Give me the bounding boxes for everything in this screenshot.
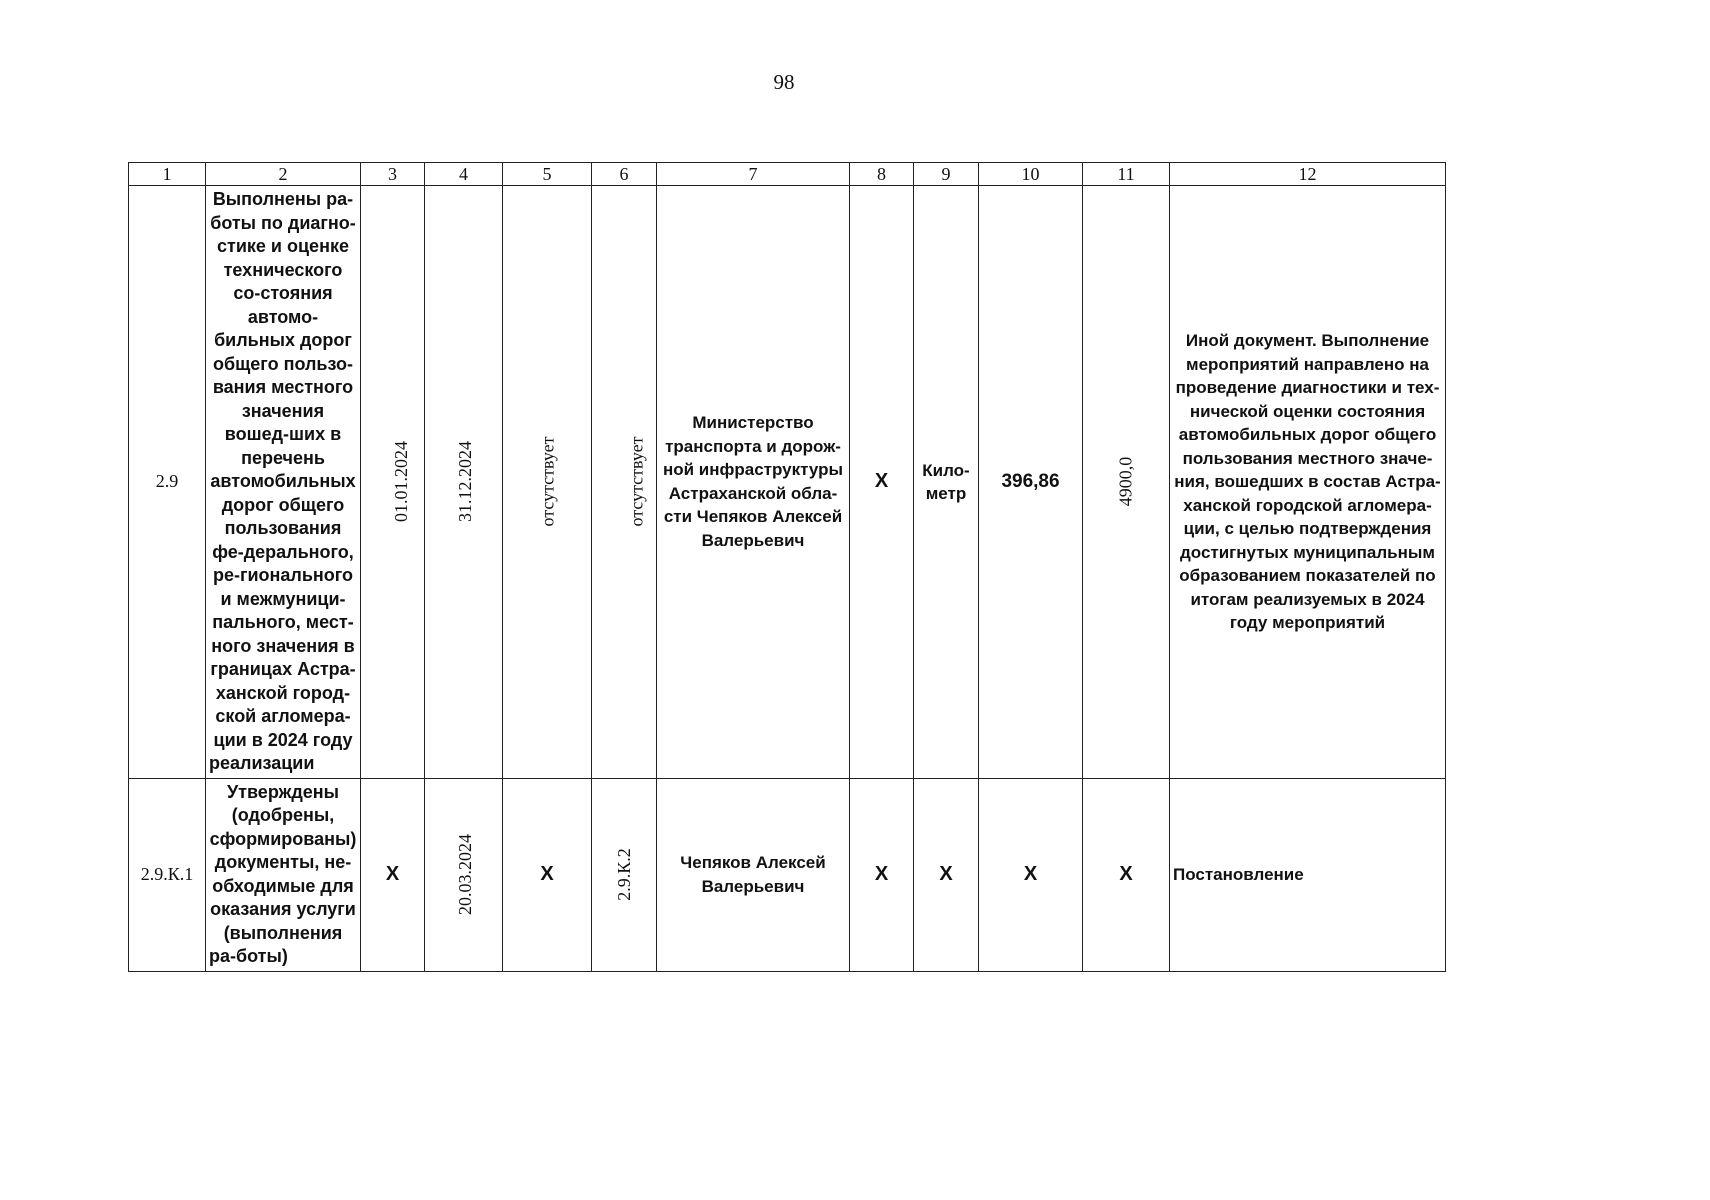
amount: 4900,0 (1115, 457, 1136, 507)
start-date: X (361, 778, 425, 971)
table-row (129, 186, 1446, 779)
amount: X (1083, 778, 1170, 971)
col8-value: X (850, 186, 914, 779)
amount-cell (1083, 186, 1170, 779)
page-number: 98 (773, 70, 795, 94)
start-date-cell (361, 186, 425, 779)
column-header: 8 (850, 163, 914, 186)
col5-value: X (503, 778, 592, 971)
column-header: 2 (206, 163, 361, 186)
item-number: 2.9 (129, 186, 206, 779)
responsible: Министерство транспорта и дорож-ной инфраструктуры Астраханской обла-сти Чепяков Алексей Валерьевич (657, 186, 850, 779)
column-header: 12 (1170, 163, 1446, 186)
column-header: 1 (129, 163, 206, 186)
start-date: 01.01.2024 (391, 441, 411, 523)
col8-value: X (850, 778, 914, 971)
quantity: 396,86 (979, 186, 1083, 779)
col6-cell (592, 186, 657, 779)
header-row (129, 163, 1446, 186)
item-number: 2.9.К.1 (129, 778, 206, 971)
col5-cell (503, 186, 592, 779)
item-description: Выполнены ра-боты по диагно-стике и оценке технического со-стояния автомо-бильных дорог общего пользо-вания местного значения вошед-ших в перечень автомобильных дорог общего пользования фе-дерального, ре-гионального и межмуници-пального, мест-ного значения в границах Астра-ханской город-ской агломера-ции в 2024 году реализации (206, 186, 361, 779)
column-header: 3 (361, 163, 425, 186)
end-date: 31.12.2024 (455, 441, 475, 523)
col6-cell (592, 778, 657, 971)
data-table (128, 162, 1446, 972)
column-header: 9 (914, 163, 979, 186)
col5-value: отсутствует (537, 436, 558, 527)
column-header: 4 (425, 163, 503, 186)
col6-value: отсутствует (626, 436, 647, 527)
responsible: Чепяков Алексей Валерьевич (657, 778, 850, 971)
column-header: 5 (503, 163, 592, 186)
unit: Кило-метр (914, 186, 979, 779)
end-date-cell (425, 778, 503, 971)
document-note: Иной документ. Выполнение мероприятий направлено на проведение диагностики и тех-нической оценки состояния автомобильных дорог общего пользования местного значе-ния, вошедших в состав Астра-ханской городской агломера-ции, с целью подтверждения достигнутых муниципальным образованием показателей по итогам реализуемых в 2024 году мероприятий (1170, 186, 1446, 779)
column-header: 6 (592, 163, 657, 186)
col6-value: 2.9.К.2 (613, 848, 634, 901)
item-description: Утверждены (одобрены, сформированы) документы, не-обходимые для оказания услуги (выполнения ра-боты) (206, 778, 361, 971)
column-header: 7 (657, 163, 850, 186)
column-header: 10 (979, 163, 1083, 186)
quantity: X (979, 778, 1083, 971)
column-header: 11 (1083, 163, 1170, 186)
end-date: 20.03.2024 (455, 834, 475, 915)
end-date-cell (425, 186, 503, 779)
table-row (129, 778, 1446, 971)
unit: X (914, 778, 979, 971)
document-note: Постановление (1170, 778, 1446, 971)
